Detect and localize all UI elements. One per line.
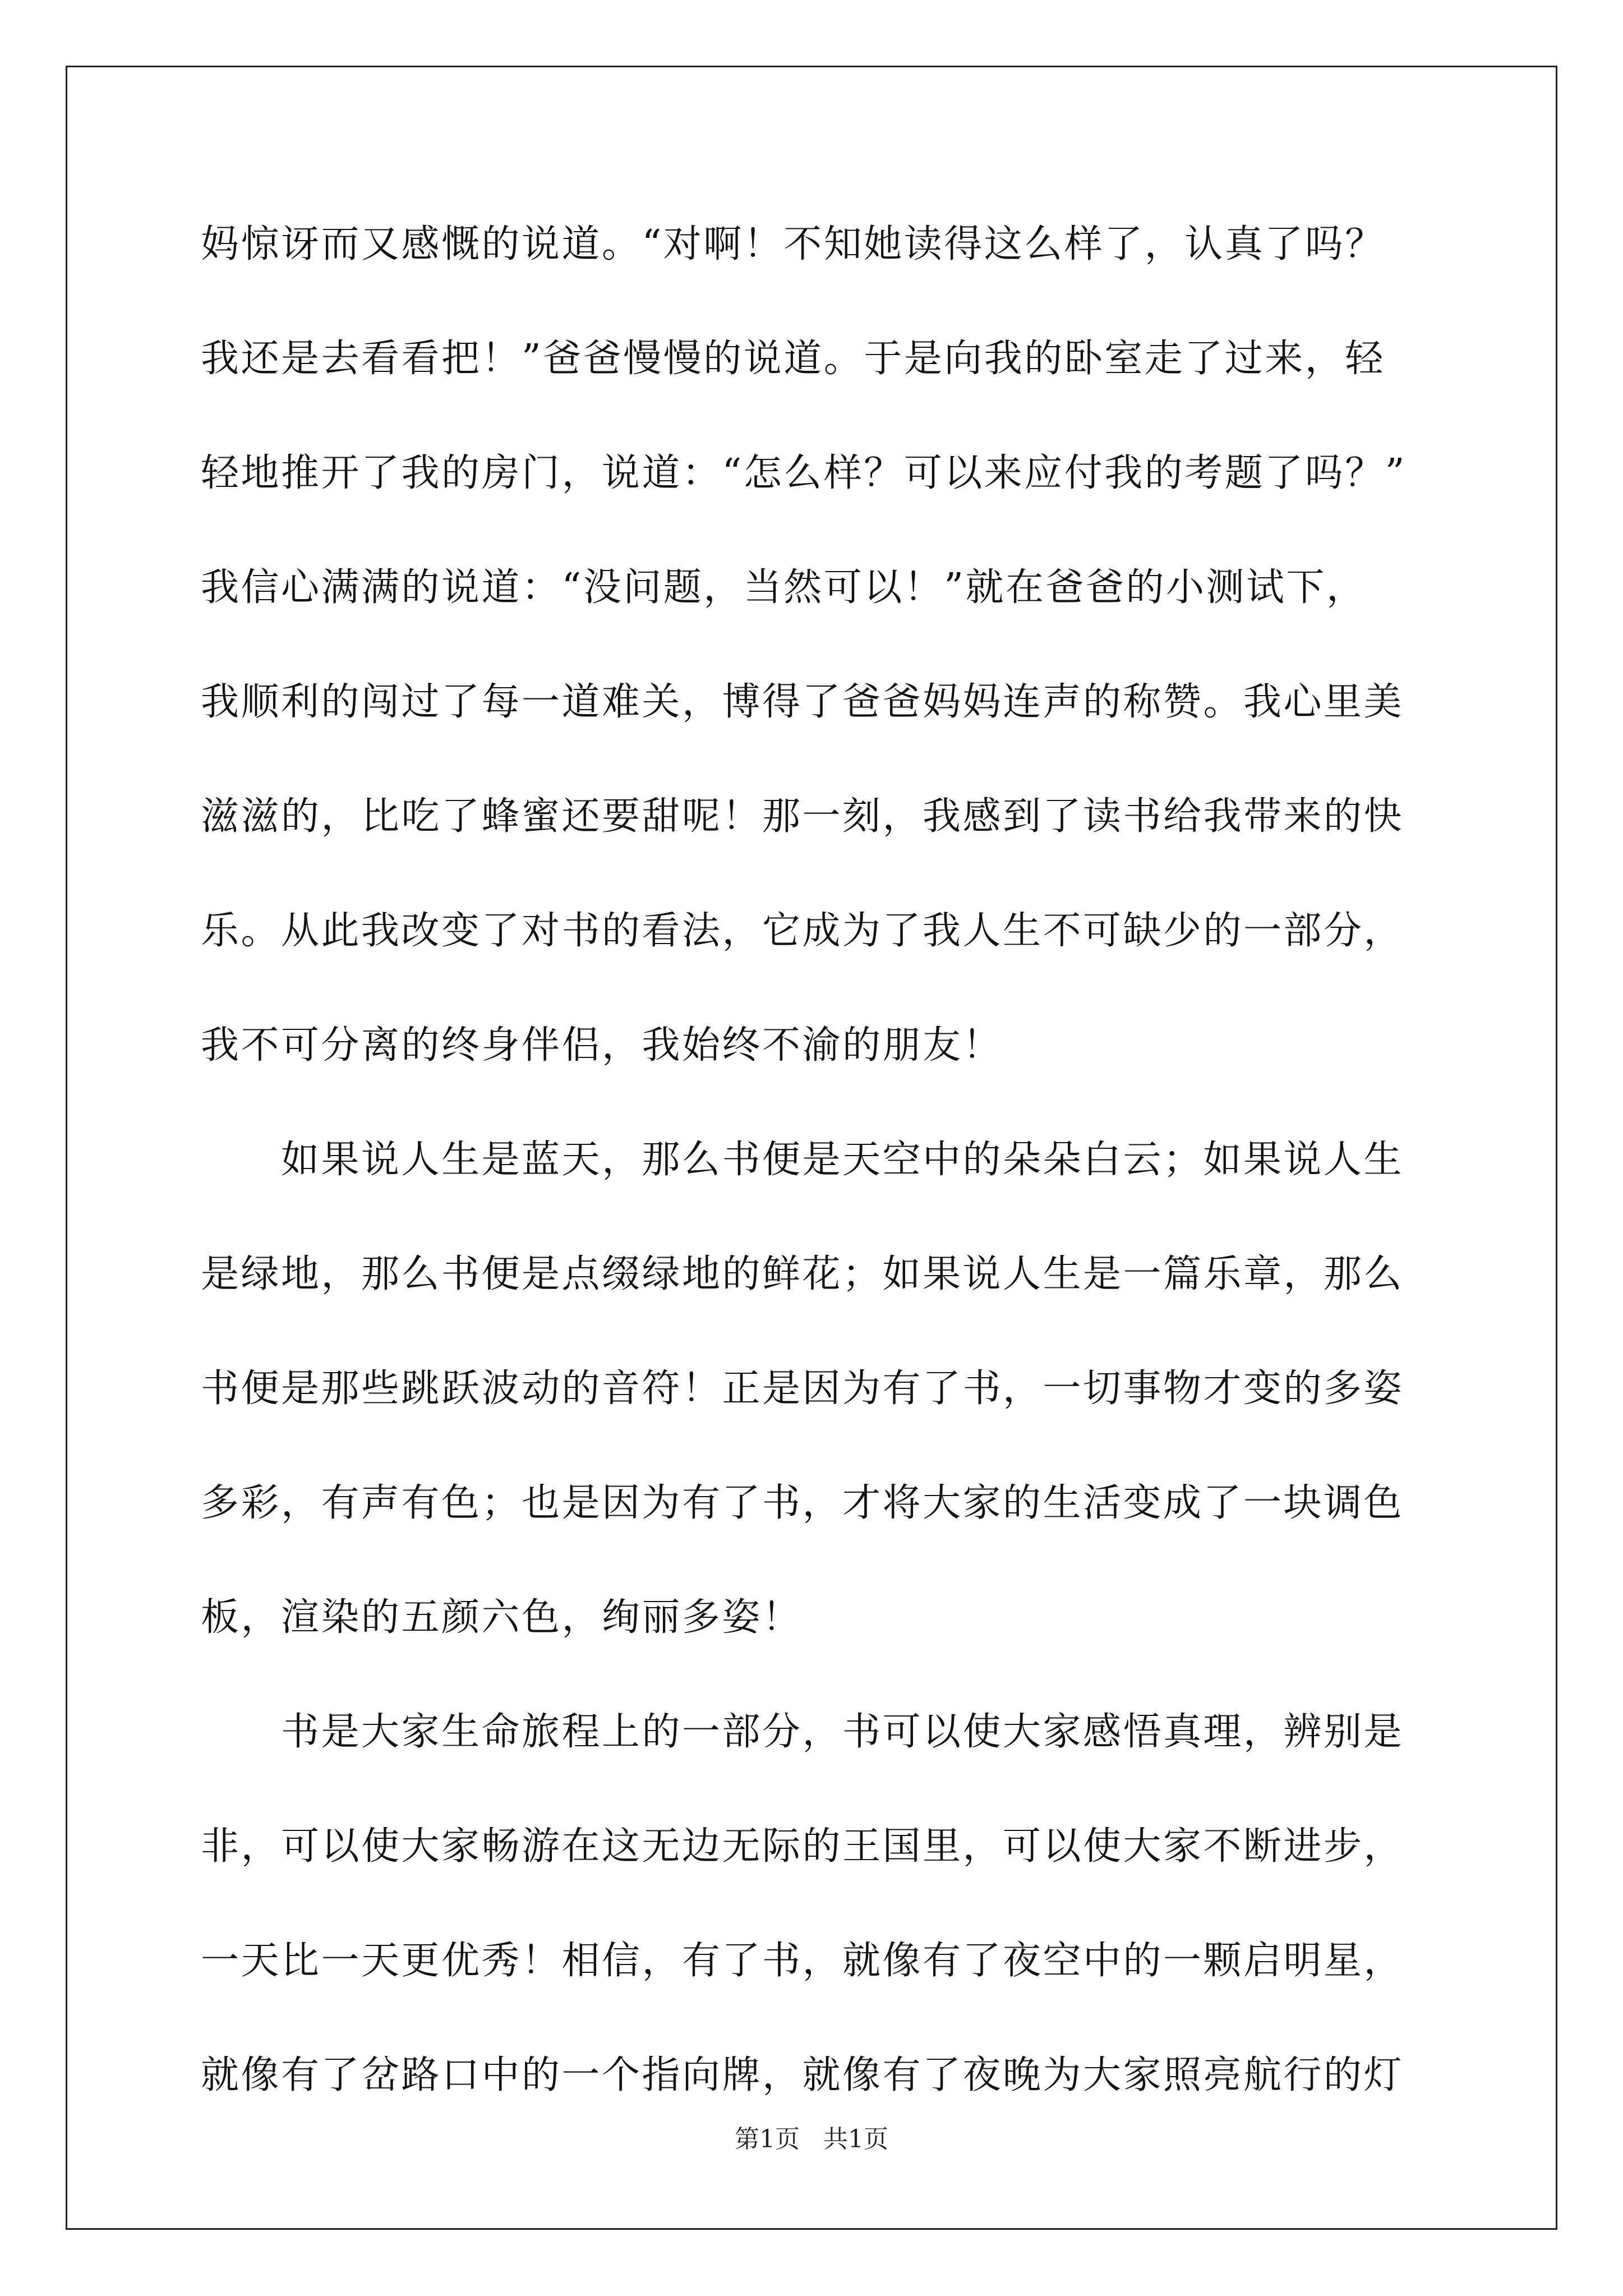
text-line: 书便是那些跳跃波动的音符！正是因为有了书，一切事物才变的多姿	[201, 1366, 1404, 1411]
text-line: 如果说人生是蓝天，那么书便是天空中的朵朵白云；如果说人生	[201, 1138, 1404, 1182]
text-line: 一天比一天更优秀！相信，有了书，就像有了夜空中的一颗启明星，	[201, 1939, 1404, 1983]
text-line: 我不可分离的终身伴侣，我始终不渝的朋友！	[201, 1023, 1003, 1068]
text-line: 我顺利的闯过了每一道难关，博得了爸爸妈妈连声的称赞。我心里美	[201, 680, 1404, 724]
text-line: 我信心满满的说道：“没问题，当然可以！”就在爸爸的小测试下，	[201, 565, 1367, 610]
page-number-footer: 第1页 共1页	[735, 2125, 888, 2154]
text-line: 滋滋的，比吃了蜂蜜还要甜呢！那一刻，我感到了读书给我带来的快	[201, 794, 1404, 839]
text-line: 是绿地，那么书便是点缀绿地的鲜花；如果说人生是一篇乐章，那么	[201, 1252, 1404, 1296]
text-line: 书是大家生命旅程上的一部分，书可以使大家感悟真理，辨别是	[201, 1710, 1404, 1754]
text-line: 非，可以使大家畅游在这无边无际的王国里，可以使大家不断进步，	[201, 1824, 1404, 1869]
text-line: 就像有了岔路口中的一个指向牌，就像有了夜晚为大家照亮航行的灯	[201, 2053, 1404, 2097]
text-line: 乐。从此我改变了对书的看法，它成为了我人生不可缺少的一部分，	[201, 909, 1404, 953]
text-line: 轻地推开了我的房门，说道：“怎么样？可以来应付我的考题了吗？”	[201, 451, 1407, 495]
text-line: 多彩，有声有色；也是因为有了书，才将大家的生活变成了一块调色	[201, 1481, 1404, 1525]
text-line: 我还是去看看把！”爸爸慢慢的说道。于是向我的卧室走了过来，轻	[201, 337, 1385, 381]
text-line: 板，渲染的五颜六色，绚丽多姿！	[201, 1595, 803, 1640]
text-line: 妈惊讶而又感慨的说道。“对啊！不知她读得这么样了，认真了吗？	[201, 222, 1385, 266]
